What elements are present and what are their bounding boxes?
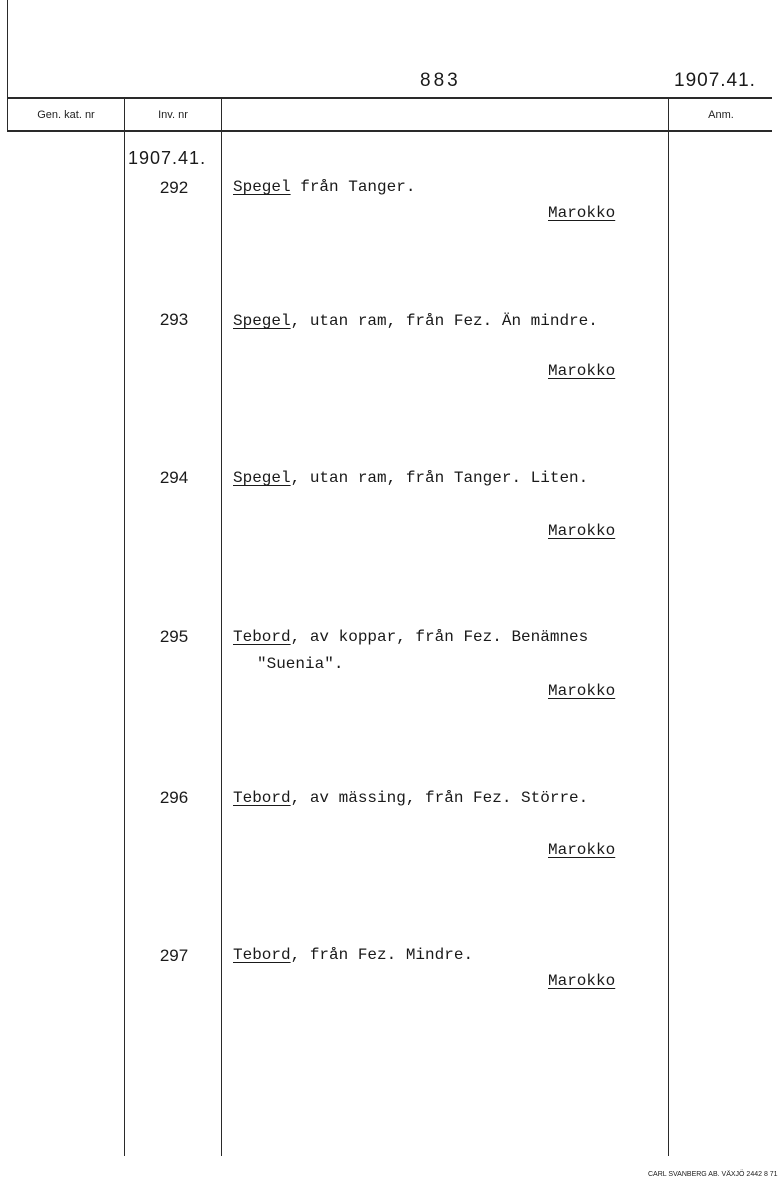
entry-description <box>233 789 588 807</box>
inv-number: 295 <box>159 627 189 646</box>
entry-text: , utan ram, från Tanger. Liten. <box>290 469 589 487</box>
entry-region: Marokko <box>548 972 616 990</box>
column-header-gen-kat: Gen. kat. nr <box>37 109 95 121</box>
entry-name: Spegel <box>233 312 291 330</box>
entry-description <box>233 312 598 330</box>
entry-name: Tebord <box>233 628 291 646</box>
printer-footer: CARL SVANBERG AB. VÄXJÖ 2442 8 71 <box>648 1171 778 1178</box>
entry-text: , av mässing, från Fez. Större. <box>290 789 589 807</box>
entry-name: Tebord <box>233 946 291 964</box>
inv-year: 1907.41. <box>128 148 207 168</box>
entry-region: Marokko <box>548 522 616 540</box>
top-rule <box>7 97 772 99</box>
entry-name: Spegel <box>233 469 291 487</box>
entry-description <box>233 628 588 646</box>
entry-region: Marokko <box>548 682 616 700</box>
header-rule <box>7 130 772 132</box>
entry-text: , av koppar, från Fez. Benämnes <box>290 628 589 646</box>
inv-number: 292 <box>159 178 189 197</box>
inv-number: 294 <box>159 468 189 487</box>
page-number: 883 <box>420 70 461 91</box>
column-header-anm: Anm. <box>708 109 734 121</box>
entry-description <box>233 469 588 487</box>
entry-text: , utan ram, från Fez. Än mindre. <box>290 312 598 330</box>
entry-region: Marokko <box>548 362 616 380</box>
entry-name: Tebord <box>233 789 291 807</box>
column-divider-desc-anm <box>668 98 669 1156</box>
inv-number: 293 <box>159 310 189 329</box>
entry-region: Marokko <box>548 204 616 222</box>
inv-number: 296 <box>159 788 189 807</box>
accession-number: 1907.41. <box>674 70 756 91</box>
entry-description <box>233 946 473 964</box>
entry-description <box>233 178 415 196</box>
column-header-inv: Inv. nr <box>158 109 188 121</box>
inv-number: 297 <box>159 946 189 965</box>
entry-text: från Tanger. <box>290 178 416 196</box>
entry-description-line-2: "Suenia". <box>257 655 344 673</box>
entry-name: Spegel <box>233 178 291 196</box>
entry-region: Marokko <box>548 841 616 859</box>
entry-text: , från Fez. Mindre. <box>290 946 474 964</box>
